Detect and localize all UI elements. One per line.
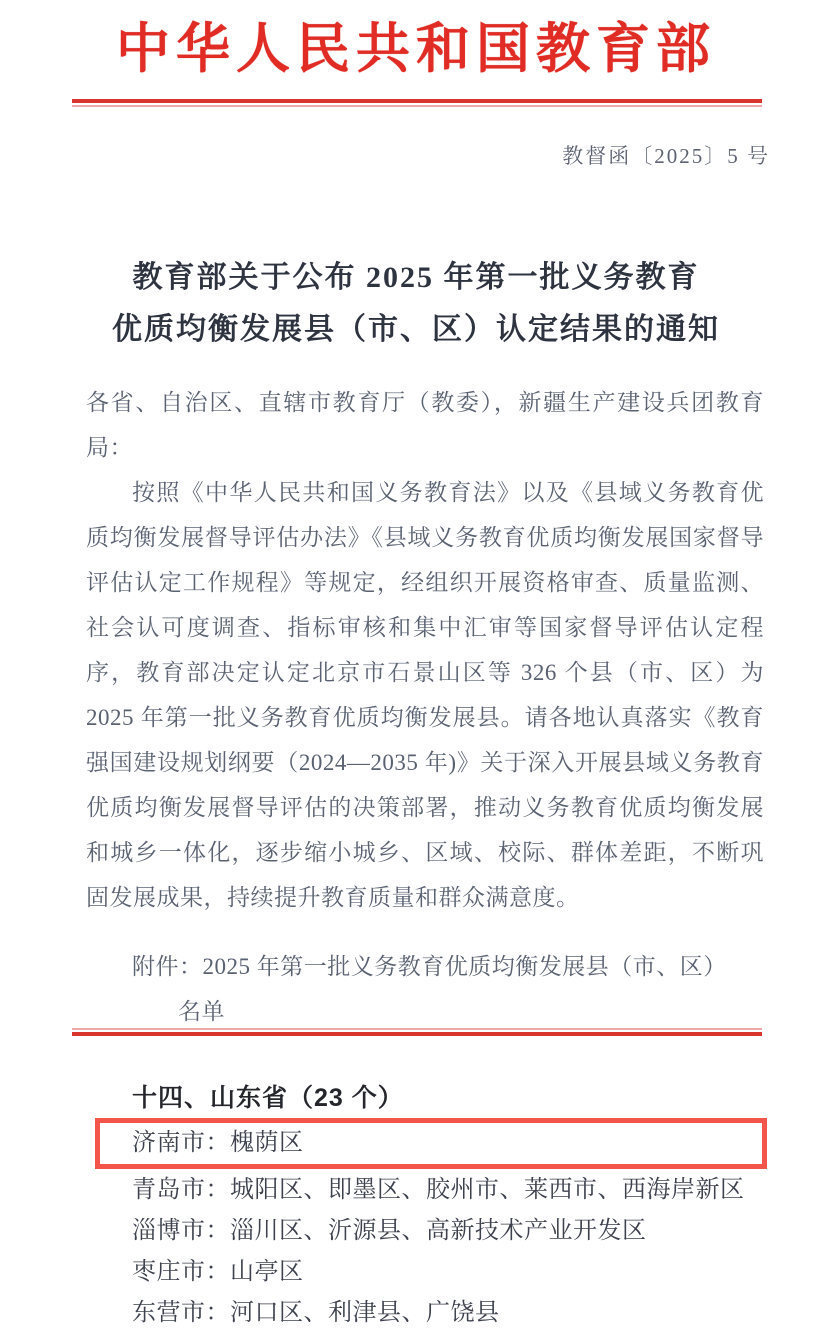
annex-row-counties: 山亭区: [230, 1258, 304, 1285]
annex-province-heading: 十四、山东省（23 个）: [132, 1084, 404, 1112]
annex-row: [96, 1210, 786, 1251]
body-paragraph-1: 按照《中华人民共和国义务教育法》以及《县域义务教育优质均衡发展督导评估办法》《县域义务教育优质均衡发展国家督导评估认定工作规程》等规定，经组织开展资格审查、质量监测、社会认可度调查、指标审核和集中汇审等国家督导评估认定程序，教育部决定认定北京市石景山区等 326 个县（市、区）为 2025 年第一批义务教育优质均衡发展县。请各地认真落实《教育强国建设规划纲要（2024—2035 年)》关于深入开展县域义务教育优质均衡发展督导评估的决策部署，推动义务教育优质均衡发展和城乡一体化，逐步缩小城乡、区域、校际、群体差距，不断巩固发展成果，持续提升教育质量和群众满意度。: [86, 480, 764, 910]
annex-row: [96, 1169, 786, 1210]
annex-row-counties: 河口区、利津县、广饶县: [230, 1299, 500, 1326]
document-body: [86, 380, 764, 920]
masthead-divider-thin-line: [72, 105, 762, 107]
annex-list: [96, 1078, 786, 1333]
annex-row-city: 青岛市：: [132, 1176, 230, 1203]
salutation: 各省、自治区、直辖市教育厅（教委），新疆生产建设兵团教育局：: [86, 390, 764, 460]
annex-row: [96, 1251, 786, 1292]
annex-row-counties: 槐荫区: [230, 1129, 304, 1156]
attachment-note-line-1: 附件：2025 年第一批义务教育优质均衡发展县（市、区）: [132, 954, 727, 979]
annex-row: [96, 1292, 786, 1333]
masthead-divider-thick-line: [72, 99, 762, 103]
annex-row-counties: 淄川区、沂源县、高新技术产业开发区: [230, 1217, 647, 1244]
annex-row-city: 济南市：: [132, 1129, 230, 1156]
page-title-line-2: 优质均衡发展县（市、区）认定结果的通知: [112, 313, 720, 346]
annex-row-city: 淄博市：: [132, 1217, 230, 1244]
masthead: [0, 18, 832, 80]
footer-divider-thin-line: [72, 1028, 762, 1030]
annex-row-counties: 城阳区、即墨区、胶州市、莱西市、西海岸新区: [230, 1176, 745, 1203]
annex-row-city: 东营市：: [132, 1299, 230, 1326]
page-title: [0, 252, 832, 356]
annex-rows: [96, 1118, 786, 1333]
annex-row-city: 枣庄市：: [132, 1258, 230, 1285]
footer-divider-thick-line: [72, 1032, 762, 1036]
document-number: 教督函〔2025〕5 号: [562, 144, 770, 168]
masthead-divider: [72, 99, 762, 107]
attachment-note: [86, 944, 776, 1034]
ministry-name: 中华人民共和国教育部: [116, 19, 716, 79]
footer-divider: [72, 1028, 762, 1037]
page-title-line-1: 教育部关于公布 2025 年第一批义务教育: [132, 261, 700, 294]
annex-row-highlighted: [95, 1118, 767, 1169]
attachment-note-line-2: 名单: [178, 999, 225, 1024]
